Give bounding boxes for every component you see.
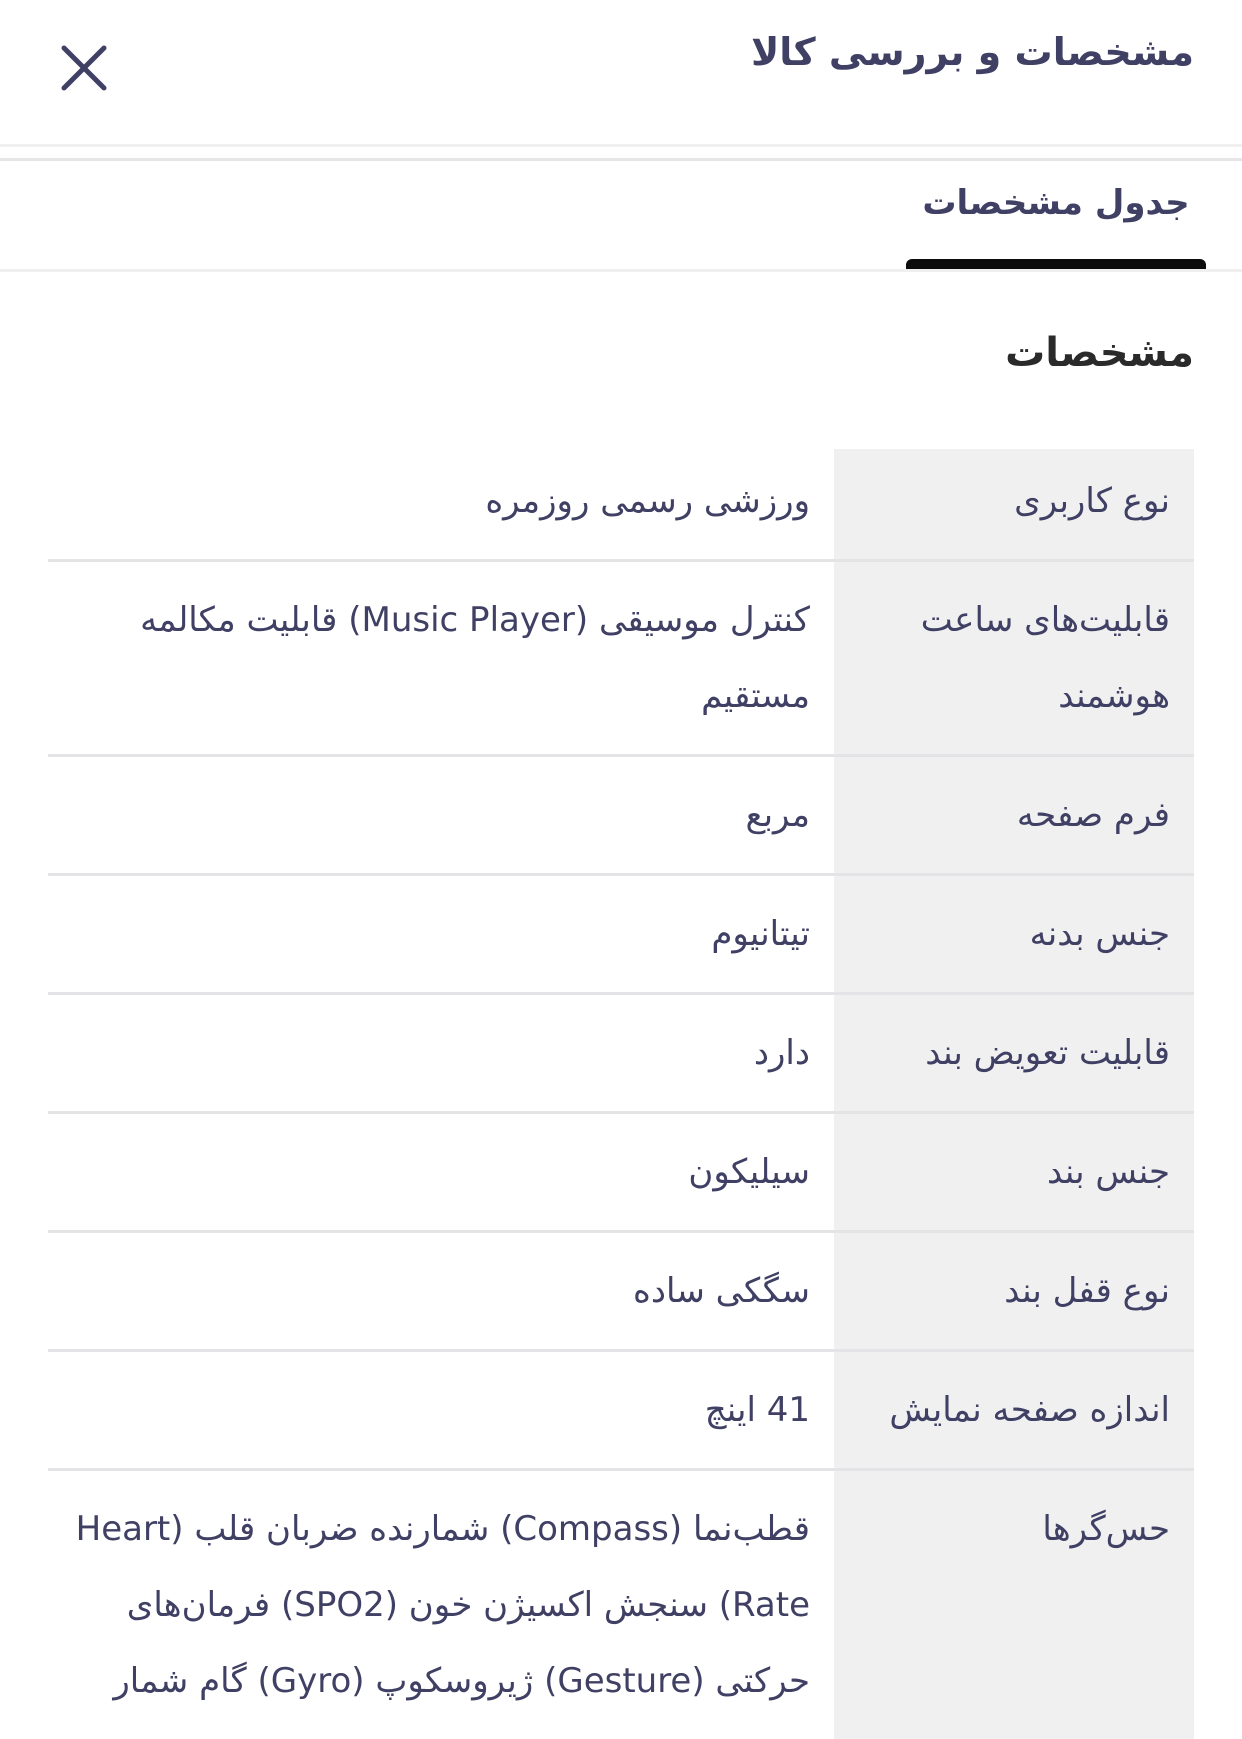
- spec-value: تیتانیوم: [711, 914, 810, 954]
- spec-value: مربع: [745, 795, 810, 835]
- spec-key: نوع کاربری: [834, 449, 1194, 559]
- tab-spec-table[interactable]: [906, 161, 1206, 269]
- spec-key: جنس بدنه: [834, 876, 1194, 992]
- tab-bar: [0, 161, 1242, 271]
- spec-key: اندازه صفحه نمایش: [834, 1352, 1194, 1468]
- table-row: [48, 1114, 1194, 1233]
- table-row: [48, 1471, 1194, 1739]
- spec-key: فرم صفحه: [834, 757, 1194, 873]
- spec-value: 41 اینچ: [704, 1390, 810, 1430]
- spec-value: قطب‌نما (Compass) شمارنده ضربان قلب (Heart Rate) سنجش اکسیژن خون (SPO2) فرمان‌های حرکتی (Gesture) ژیروسکوپ (Gyro) گام شمار: [75, 1509, 810, 1701]
- spec-key: قابلیت تعویض بند: [834, 995, 1194, 1111]
- table-row: [48, 757, 1194, 876]
- table-row: [48, 876, 1194, 995]
- spec-key: نوع قفل بند: [834, 1233, 1194, 1349]
- spec-table: [48, 449, 1194, 1739]
- spec-value: کنترل موسیقی (Music Player) قابلیت مکالمه مستقیم: [140, 600, 810, 716]
- tab-label: جدول مشخصات: [922, 183, 1190, 223]
- spec-key: حس‌گرها: [834, 1471, 1194, 1739]
- close-icon: [56, 40, 112, 96]
- section-title: مشخصات: [1005, 330, 1194, 376]
- table-row: [48, 1352, 1194, 1471]
- table-row: [48, 449, 1194, 562]
- spec-key: قابلیت‌های ساعت هوشمند: [834, 562, 1194, 754]
- spec-value: سگکی ساده: [633, 1271, 810, 1311]
- page-header: [0, 0, 1242, 144]
- spec-value: دارد: [753, 1033, 810, 1073]
- page-title: مشخصات و بررسی کالا: [750, 30, 1194, 74]
- spec-value: ورزشی رسمی روزمره: [485, 481, 810, 521]
- header-divider: [0, 144, 1242, 147]
- table-row: [48, 562, 1194, 757]
- close-button[interactable]: [56, 40, 112, 96]
- table-row: [48, 1233, 1194, 1352]
- active-tab-indicator: [906, 259, 1206, 269]
- spec-value: سیلیکون: [688, 1152, 810, 1192]
- spec-key: جنس بند: [834, 1114, 1194, 1230]
- tabs-bottom-divider: [0, 269, 1242, 272]
- table-row: [48, 995, 1194, 1114]
